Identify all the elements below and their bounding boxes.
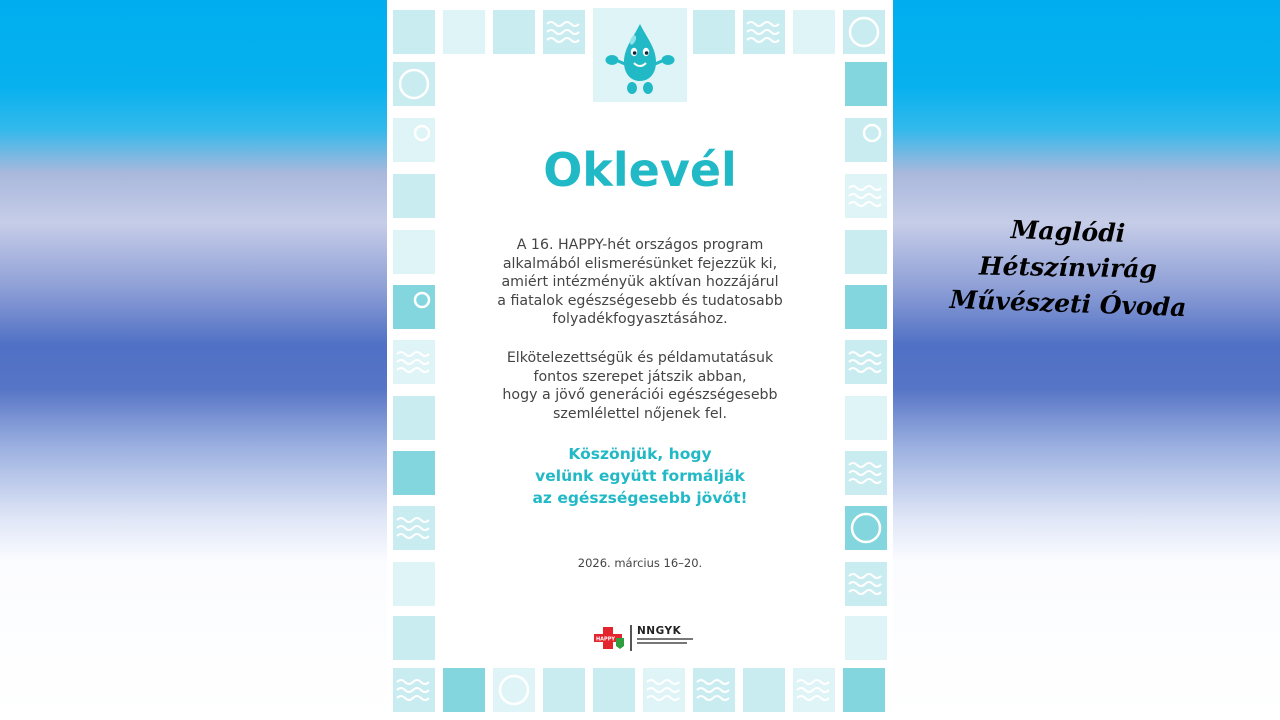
border-tile-bottom bbox=[643, 668, 685, 712]
border-tile-left bbox=[393, 451, 435, 495]
border-tile-right bbox=[845, 285, 887, 329]
border-tile-top bbox=[743, 10, 785, 54]
paragraph-line: alkalmából elismerésünket fejezzük ki, bbox=[502, 255, 778, 272]
logo-divider bbox=[630, 625, 632, 651]
paragraph-line: amiért intézményük aktívan hozzájárul bbox=[501, 274, 779, 291]
recipient-line: Hétszínvirág bbox=[978, 251, 1158, 284]
border-tile-right bbox=[845, 62, 887, 106]
thanks-message bbox=[447, 443, 833, 509]
border-tile-top bbox=[543, 10, 585, 54]
paragraph-line: A 16. HAPPY-hét országos program bbox=[516, 237, 764, 253]
border-tile-top bbox=[493, 10, 535, 54]
certificate-paragraph-1 bbox=[447, 236, 833, 329]
logo-subtitle-lines bbox=[637, 638, 693, 648]
paragraph-line: szemlélettel nőjenek fel. bbox=[553, 405, 727, 422]
thanks-line: Köszönjük, hogy bbox=[568, 445, 712, 463]
border-tile-left bbox=[393, 285, 435, 329]
paragraph-line: folyadékfogyasztásához. bbox=[552, 311, 728, 328]
paragraph-line: a fiatalok egészségesebb és tudatosabb bbox=[497, 292, 783, 309]
border-tile-right bbox=[845, 396, 887, 440]
red-cross-logo-icon bbox=[592, 625, 626, 651]
thanks-line: az egészségesebb jövőt! bbox=[532, 489, 748, 507]
logo-name: NNGYK bbox=[637, 625, 682, 637]
border-tile-bottom bbox=[443, 668, 485, 712]
paragraph-line: Elkötelezettségük és példamutatásuk bbox=[506, 350, 774, 366]
border-tile-right bbox=[845, 340, 887, 384]
border-tile-left bbox=[393, 62, 435, 106]
border-tile-left bbox=[393, 230, 435, 274]
certificate-paragraph-2 bbox=[447, 349, 833, 423]
border-tile-top bbox=[793, 10, 835, 54]
border-tile-bottom bbox=[693, 668, 735, 712]
border-tile-right bbox=[845, 230, 887, 274]
certificate bbox=[387, 0, 893, 720]
border-tile-bottom bbox=[493, 668, 535, 712]
border-tile-bottom bbox=[743, 668, 785, 712]
certificate-title: Oklevél bbox=[543, 143, 737, 197]
border-tile-left bbox=[393, 616, 435, 660]
border-tile-top bbox=[393, 10, 435, 54]
border-tile-bottom bbox=[793, 668, 835, 712]
border-tile-bottom bbox=[393, 668, 435, 712]
border-tile-bottom bbox=[843, 668, 885, 712]
logo-cross-text: HAPPY bbox=[596, 636, 616, 643]
thanks-line: velünk együtt formálják bbox=[535, 467, 745, 485]
border-tile-bottom bbox=[543, 668, 585, 712]
border-tile-right bbox=[845, 506, 887, 550]
border-tile-top bbox=[843, 10, 885, 54]
nngyk-logo bbox=[592, 625, 692, 651]
certificate-date: 2026. március 16–20. bbox=[577, 556, 703, 570]
border-tile-left bbox=[393, 396, 435, 440]
border-tile-left bbox=[393, 340, 435, 384]
recipient-name bbox=[918, 214, 1218, 322]
border-tile-top bbox=[693, 10, 735, 54]
recipient-line: Művészeti Óvoda bbox=[949, 284, 1187, 323]
border-tile-right bbox=[845, 616, 887, 660]
border-tile-right bbox=[845, 451, 887, 495]
paragraph-line: hogy a jövő generációi egészségesebb bbox=[502, 387, 778, 404]
recipient-line: Maglódi bbox=[1010, 215, 1126, 248]
border-tile-left bbox=[393, 506, 435, 550]
border-tile-top bbox=[443, 10, 485, 54]
paragraph-line: fontos szerepet játszik abban, bbox=[533, 368, 747, 385]
border-tile-bottom bbox=[593, 668, 635, 712]
water-drop-mascot-icon bbox=[593, 8, 687, 102]
